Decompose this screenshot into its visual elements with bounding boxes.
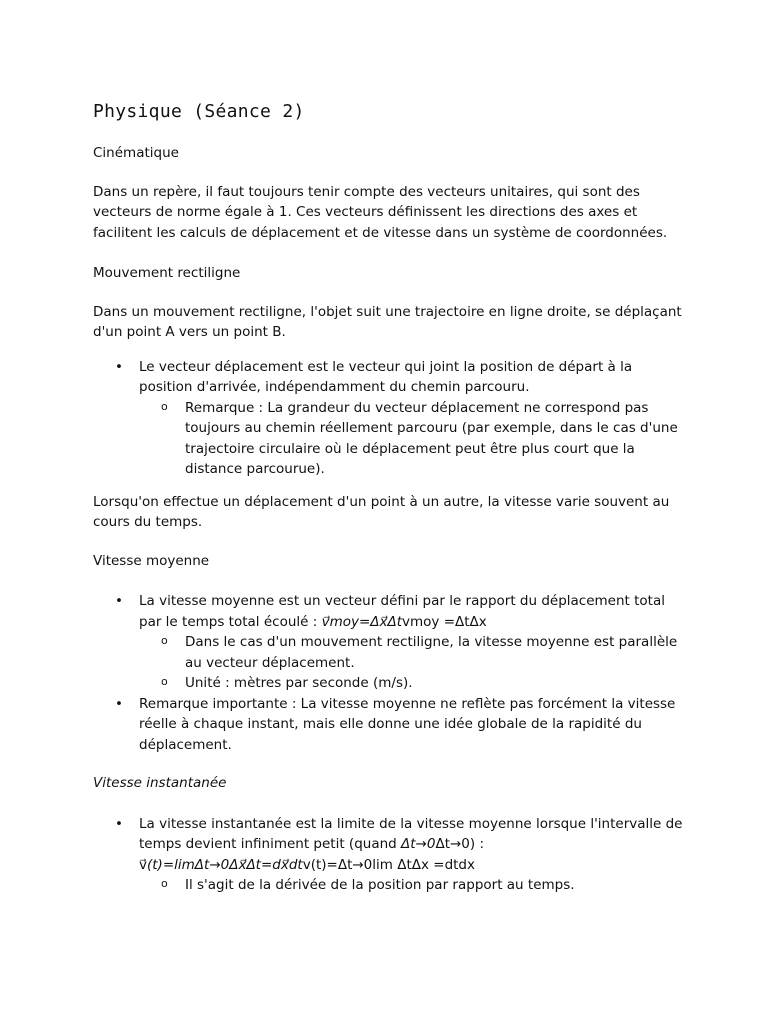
formula-limit-italic: Δt→0 <box>401 836 436 852</box>
heading-mouvement-rectiligne: Mouvement rectiligne <box>93 265 241 281</box>
formula-vt-plain: v(t)=Δt→0lim ΔtΔx =dtdx <box>302 856 475 873</box>
document-title: Physique (Séance 2) <box>93 101 305 122</box>
heading-cinematique: Cinématique <box>93 145 179 161</box>
sublist-deplacement <box>139 398 683 480</box>
heading-vitesse-moyenne: Vitesse moyenne <box>93 552 210 569</box>
list-deplacement <box>93 357 683 480</box>
paragraph-lorsquon: Lorsqu'on effectue un déplacement d'un point à un autre, la vitesse varie souvent au cours du temps. <box>93 493 670 530</box>
formula-vmoy-plain: vmoy =ΔtΔx <box>402 613 487 630</box>
list-item-remarque-importante <box>93 694 683 756</box>
sublist-item-text: Remarque : La grandeur du vecteur déplacement ne correspond pas toujours au chemin réellement parcouru (par exemple, dans le cas d'une trajectoire circulaire où le déplacement peut être plus court que la distance parcourue). <box>185 399 678 477</box>
list-vitesse-instantanee <box>93 814 683 896</box>
formula-vt-italic: (t)=lim⁡Δt→0Δx⃗Δt=dx⃗dt <box>147 856 303 873</box>
list-item-text: Le vecteur déplacement est le vecteur qui joint la position de départ à la position d'arrivée, indépendamment du chemin parcouru. <box>139 358 633 395</box>
formula-vmoy-italic: v⃗moy=Δx⃗Δt <box>321 613 403 630</box>
sublist-item-remarque <box>139 398 683 480</box>
list-item-text: Remarque importante : La vitesse moyenne ne reflète pas forcément la vitesse réelle à chaque instant, mais elle donne une idée globale de la rapidité du déplacement. <box>139 695 676 753</box>
heading-vitesse-instantanee: Vitesse instantanée <box>93 775 227 791</box>
sublist-vitesse-instantanee <box>139 875 683 896</box>
sublist-item-text: Il s'agit de la dérivée de la position par rapport au temps. <box>185 877 575 893</box>
sublist-item-derivee <box>139 875 683 896</box>
sublist-item-text: Dans le cas d'un mouvement rectiligne, la vitesse moyenne est parallèle au vecteur déplacement. <box>185 634 678 671</box>
formula-v-symbol: v⃗ <box>139 856 147 873</box>
sublist-vitesse-moyenne <box>139 632 683 694</box>
list-item-deplacement <box>93 357 683 480</box>
sublist-item-parallele <box>139 632 683 673</box>
sublist-item-unite <box>139 673 683 694</box>
formula-limit-plain: Δt→0) : <box>435 836 484 852</box>
list-item-text: La vitesse instantanée est la limite de la vitesse moyenne lorsque l'intervalle de temps devient infiniment petit (quand <box>139 815 683 852</box>
list-item-vitesse-moyenne <box>93 591 683 694</box>
paragraph-repere: Dans un repère, il faut toujours tenir compte des vecteurs unitaires, qui sont des vecteurs de norme égale à 1. Ces vecteurs définissent les directions des axes et facilitent les calculs de déplacement et de vitesse dans un système de coordonnées. <box>93 183 668 241</box>
list-item-text: La vitesse moyenne est un vecteur défini par le rapport du déplacement total par le temps total écoulé : <box>139 593 665 630</box>
document-page <box>93 100 683 896</box>
paragraph-mouvement: Dans un mouvement rectiligne, l'objet suit une trajectoire en ligne droite, se déplaçant d'un point A vers un point B. <box>93 303 682 340</box>
list-item-vitesse-instantanee <box>93 814 683 896</box>
list-vitesse-moyenne <box>93 591 683 755</box>
sublist-item-text: Unité : mètres par seconde (m/s). <box>185 675 413 691</box>
